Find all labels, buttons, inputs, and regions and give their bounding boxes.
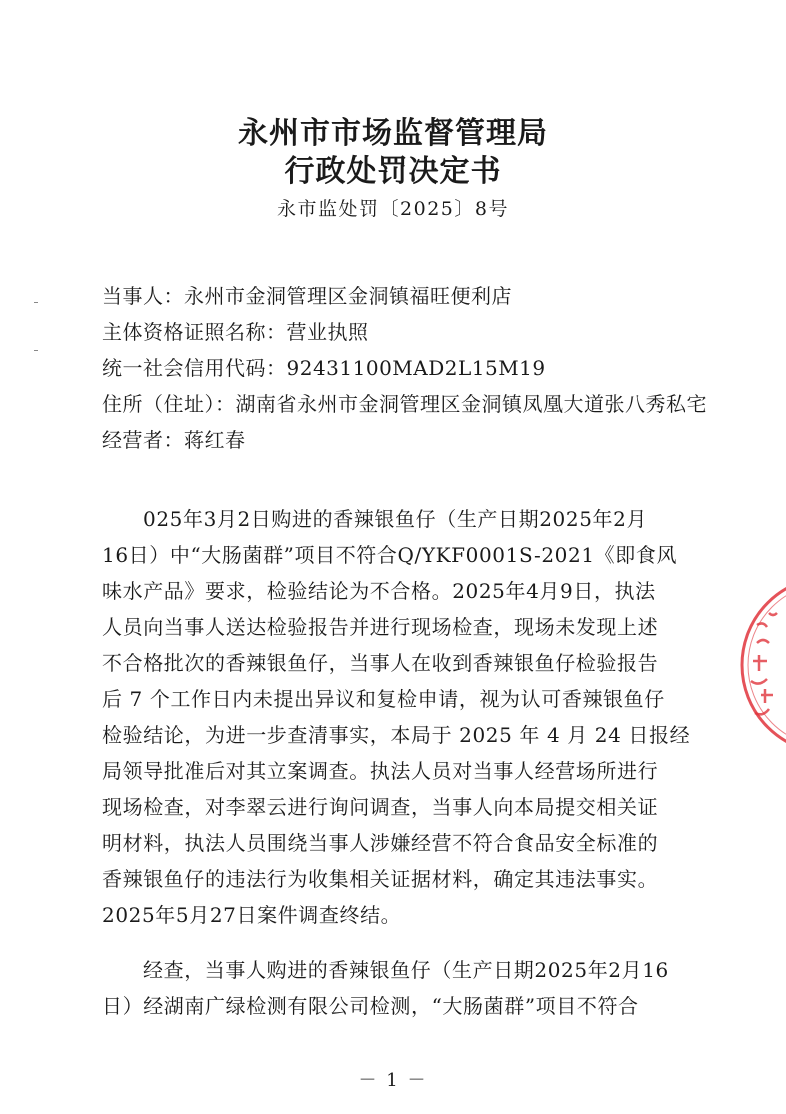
body-line: 香辣银鱼仔的违法行为收集相关证据材料，确定其违法事实。 — [102, 867, 659, 891]
party-credit-code: 统一社会信用代码：92431100MAD2L15M19 — [102, 356, 546, 380]
body-line: 经查，当事人购进的香辣银鱼仔（生产日期2025年2月16 — [143, 958, 669, 982]
body-line: 日）经湖南广绿检测有限公司检测，“大肠菌群”项目不符合 — [102, 994, 639, 1018]
page-number: － 1 － — [358, 1070, 428, 1091]
body-line: 检验结论，为进一步查清事实，本局于 2025 年 4 月 24 日报经 — [102, 723, 691, 747]
official-seal-icon — [735, 585, 786, 745]
body-line: 不合格批次的香辣银鱼仔，当事人在收到香辣银鱼仔检验报告 — [102, 651, 659, 675]
body-line: 明材料，执法人员围绕当事人涉嫌经营不符合食品安全标准的 — [102, 831, 659, 855]
party-name: 当事人：永州市金洞管理区金洞镇福旺便利店 — [102, 284, 512, 308]
document-number: 永市监处罚〔2025〕8号 — [277, 198, 509, 220]
body-line: 025年3月2日购进的香辣银鱼仔（生产日期2025年2月 — [143, 507, 648, 531]
body-line: 味水产品》要求，检验结论为不合格。2025年4月9日，执法 — [102, 579, 656, 603]
body-line: 2025年5月27日案件调查终结。 — [102, 903, 402, 927]
body-line: 人员向当事人送达检验报告并进行现场检查，现场未发现上述 — [102, 615, 659, 639]
body-line: 局领导批准后对其立案调查。执法人员对当事人经营场所进行 — [102, 759, 659, 783]
party-address: 住所（住址）：湖南省永州市金洞管理区金洞镇凤凰大道张八秀私宅 — [102, 392, 707, 416]
margin-mark — [34, 350, 38, 351]
document-title-line2: 行政处罚决定书 — [284, 154, 502, 189]
margin-mark — [34, 302, 38, 303]
party-license: 主体资格证照名称：营业执照 — [102, 320, 369, 344]
document-title-line1: 永州市市场监督管理局 — [238, 116, 548, 151]
body-line: 后 7 个工作日内未提出异议和复检申请，视为认可香辣银鱼仔 — [102, 687, 665, 711]
body-line: 16日）中“大肠菌群”项目不符合Q/YKF0001S-2021《即食风 — [102, 543, 678, 567]
party-operator: 经营者：蒋红春 — [102, 428, 246, 452]
body-line: 现场检查，对李翠云进行询问调查，当事人向本局提交相关证 — [102, 795, 659, 819]
